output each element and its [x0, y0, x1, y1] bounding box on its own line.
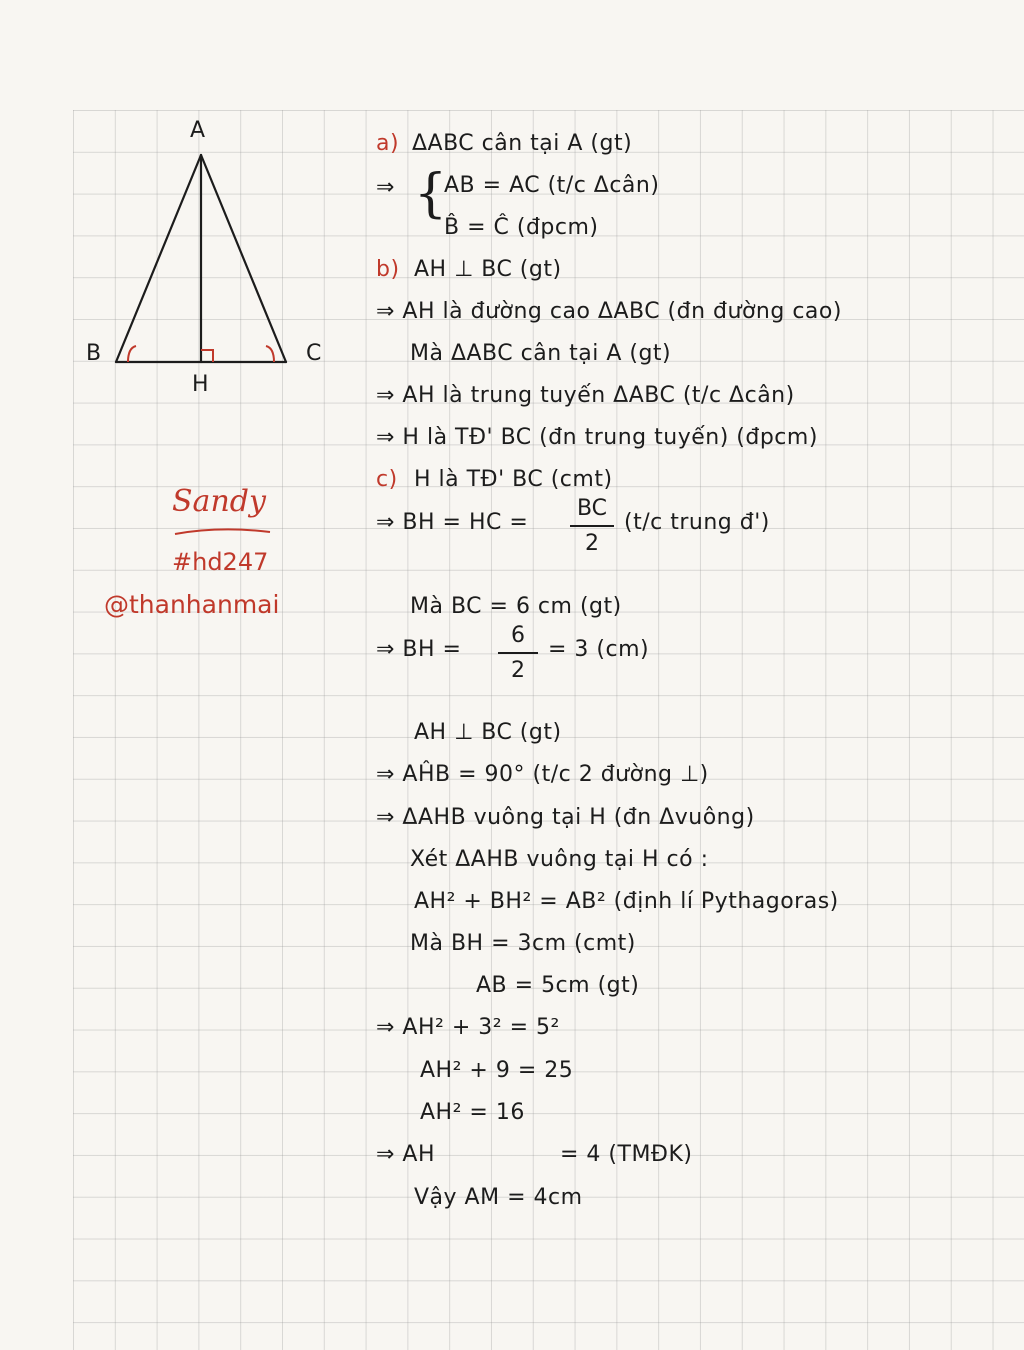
- vertex-a: A: [190, 118, 206, 143]
- part-c-line-2-right: (t/c trung đ'): [624, 510, 770, 535]
- part-c-line-10: Mà BH = 3cm (cmt): [410, 931, 636, 956]
- signature-name: Sandy: [172, 484, 266, 519]
- part-a-line-3: B̂ = Ĉ (đpcm): [444, 215, 599, 240]
- part-c-line-3: Mà BC = 6 cm (gt): [410, 594, 622, 619]
- part-c-line-5: AH ⊥ BC (gt): [414, 720, 562, 745]
- part-a-line-2: AB = AC (t/c Δcân): [444, 173, 660, 198]
- part-c-line-15-left: ⇒ AH: [376, 1142, 436, 1167]
- part-c-line-15-right: = 4 (TMĐK): [560, 1142, 693, 1167]
- side-ac: [201, 155, 286, 362]
- signature-underline: [170, 516, 290, 546]
- part-b-line-5: ⇒ H là TĐ' BC (đn trung tuyến) (đpcm): [376, 425, 818, 450]
- vertex-h: H: [192, 372, 209, 397]
- part-c-line-8: Xét ΔAHB vuông tại H có :: [410, 847, 709, 872]
- part-c-line-4-right: = 3 (cm): [548, 637, 650, 662]
- fraction-6-over-2: [498, 623, 538, 683]
- part-c-line-6: ⇒ AĤB = 90° (t/c 2 đường ⊥): [376, 762, 709, 787]
- part-a-arrow: ⇒: [376, 175, 395, 200]
- part-c-label: c): [376, 467, 398, 492]
- fraction-bc-over-2: [570, 496, 614, 556]
- part-b-line-4: ⇒ AH là trung tuyến ΔABC (t/c Δcân): [376, 383, 795, 408]
- system-brace: {: [414, 164, 448, 224]
- part-b-line-2: ⇒ AH là đường cao ΔABC (đn đường cao): [376, 299, 842, 324]
- part-b-line-1: AH ⊥ BC (gt): [414, 257, 562, 282]
- signature-handle: @thanhanmai: [104, 590, 280, 619]
- part-c-line-1: H là TĐ' BC (cmt): [414, 467, 613, 492]
- part-c-line-2-left: ⇒ BH = HC =: [376, 510, 529, 535]
- fraction-numerator: BC: [576, 496, 608, 521]
- signature-hashtag: #hd247: [172, 548, 269, 576]
- part-c-line-14: AH² = 16: [420, 1100, 525, 1125]
- part-c-line-7: ⇒ ΔAHB vuông tại H (đn Δvuông): [376, 805, 755, 830]
- angle-c-mark: [266, 346, 274, 362]
- part-c-line-11: AB = 5cm (gt): [476, 973, 640, 998]
- fraction-numerator: 6: [511, 623, 525, 648]
- part-c-line-13: AH² + 9 = 25: [420, 1058, 574, 1083]
- part-c-line-12: ⇒ AH² + 3² = 5²: [376, 1015, 560, 1040]
- right-angle-mark: [201, 350, 213, 362]
- fraction-denominator: 2: [585, 531, 599, 556]
- part-b-label: b): [376, 257, 400, 282]
- part-a-label: a): [376, 131, 400, 156]
- fraction-denominator: 2: [511, 658, 525, 683]
- part-b-line-3: Mà ΔABC cân tại A (gt): [410, 341, 672, 366]
- part-c-line-9: AH² + BH² = AB² (định lí Pythagoras): [414, 889, 839, 914]
- angle-b-mark: [128, 346, 136, 362]
- side-ab: [116, 155, 201, 362]
- part-a-line-1: ΔABC cân tại A (gt): [412, 131, 633, 156]
- part-c-line-16: Vậy AM = 4cm: [414, 1185, 583, 1210]
- vertex-c: C: [306, 341, 322, 366]
- vertex-b: B: [86, 341, 102, 366]
- part-c-line-4-left: ⇒ BH =: [376, 637, 462, 662]
